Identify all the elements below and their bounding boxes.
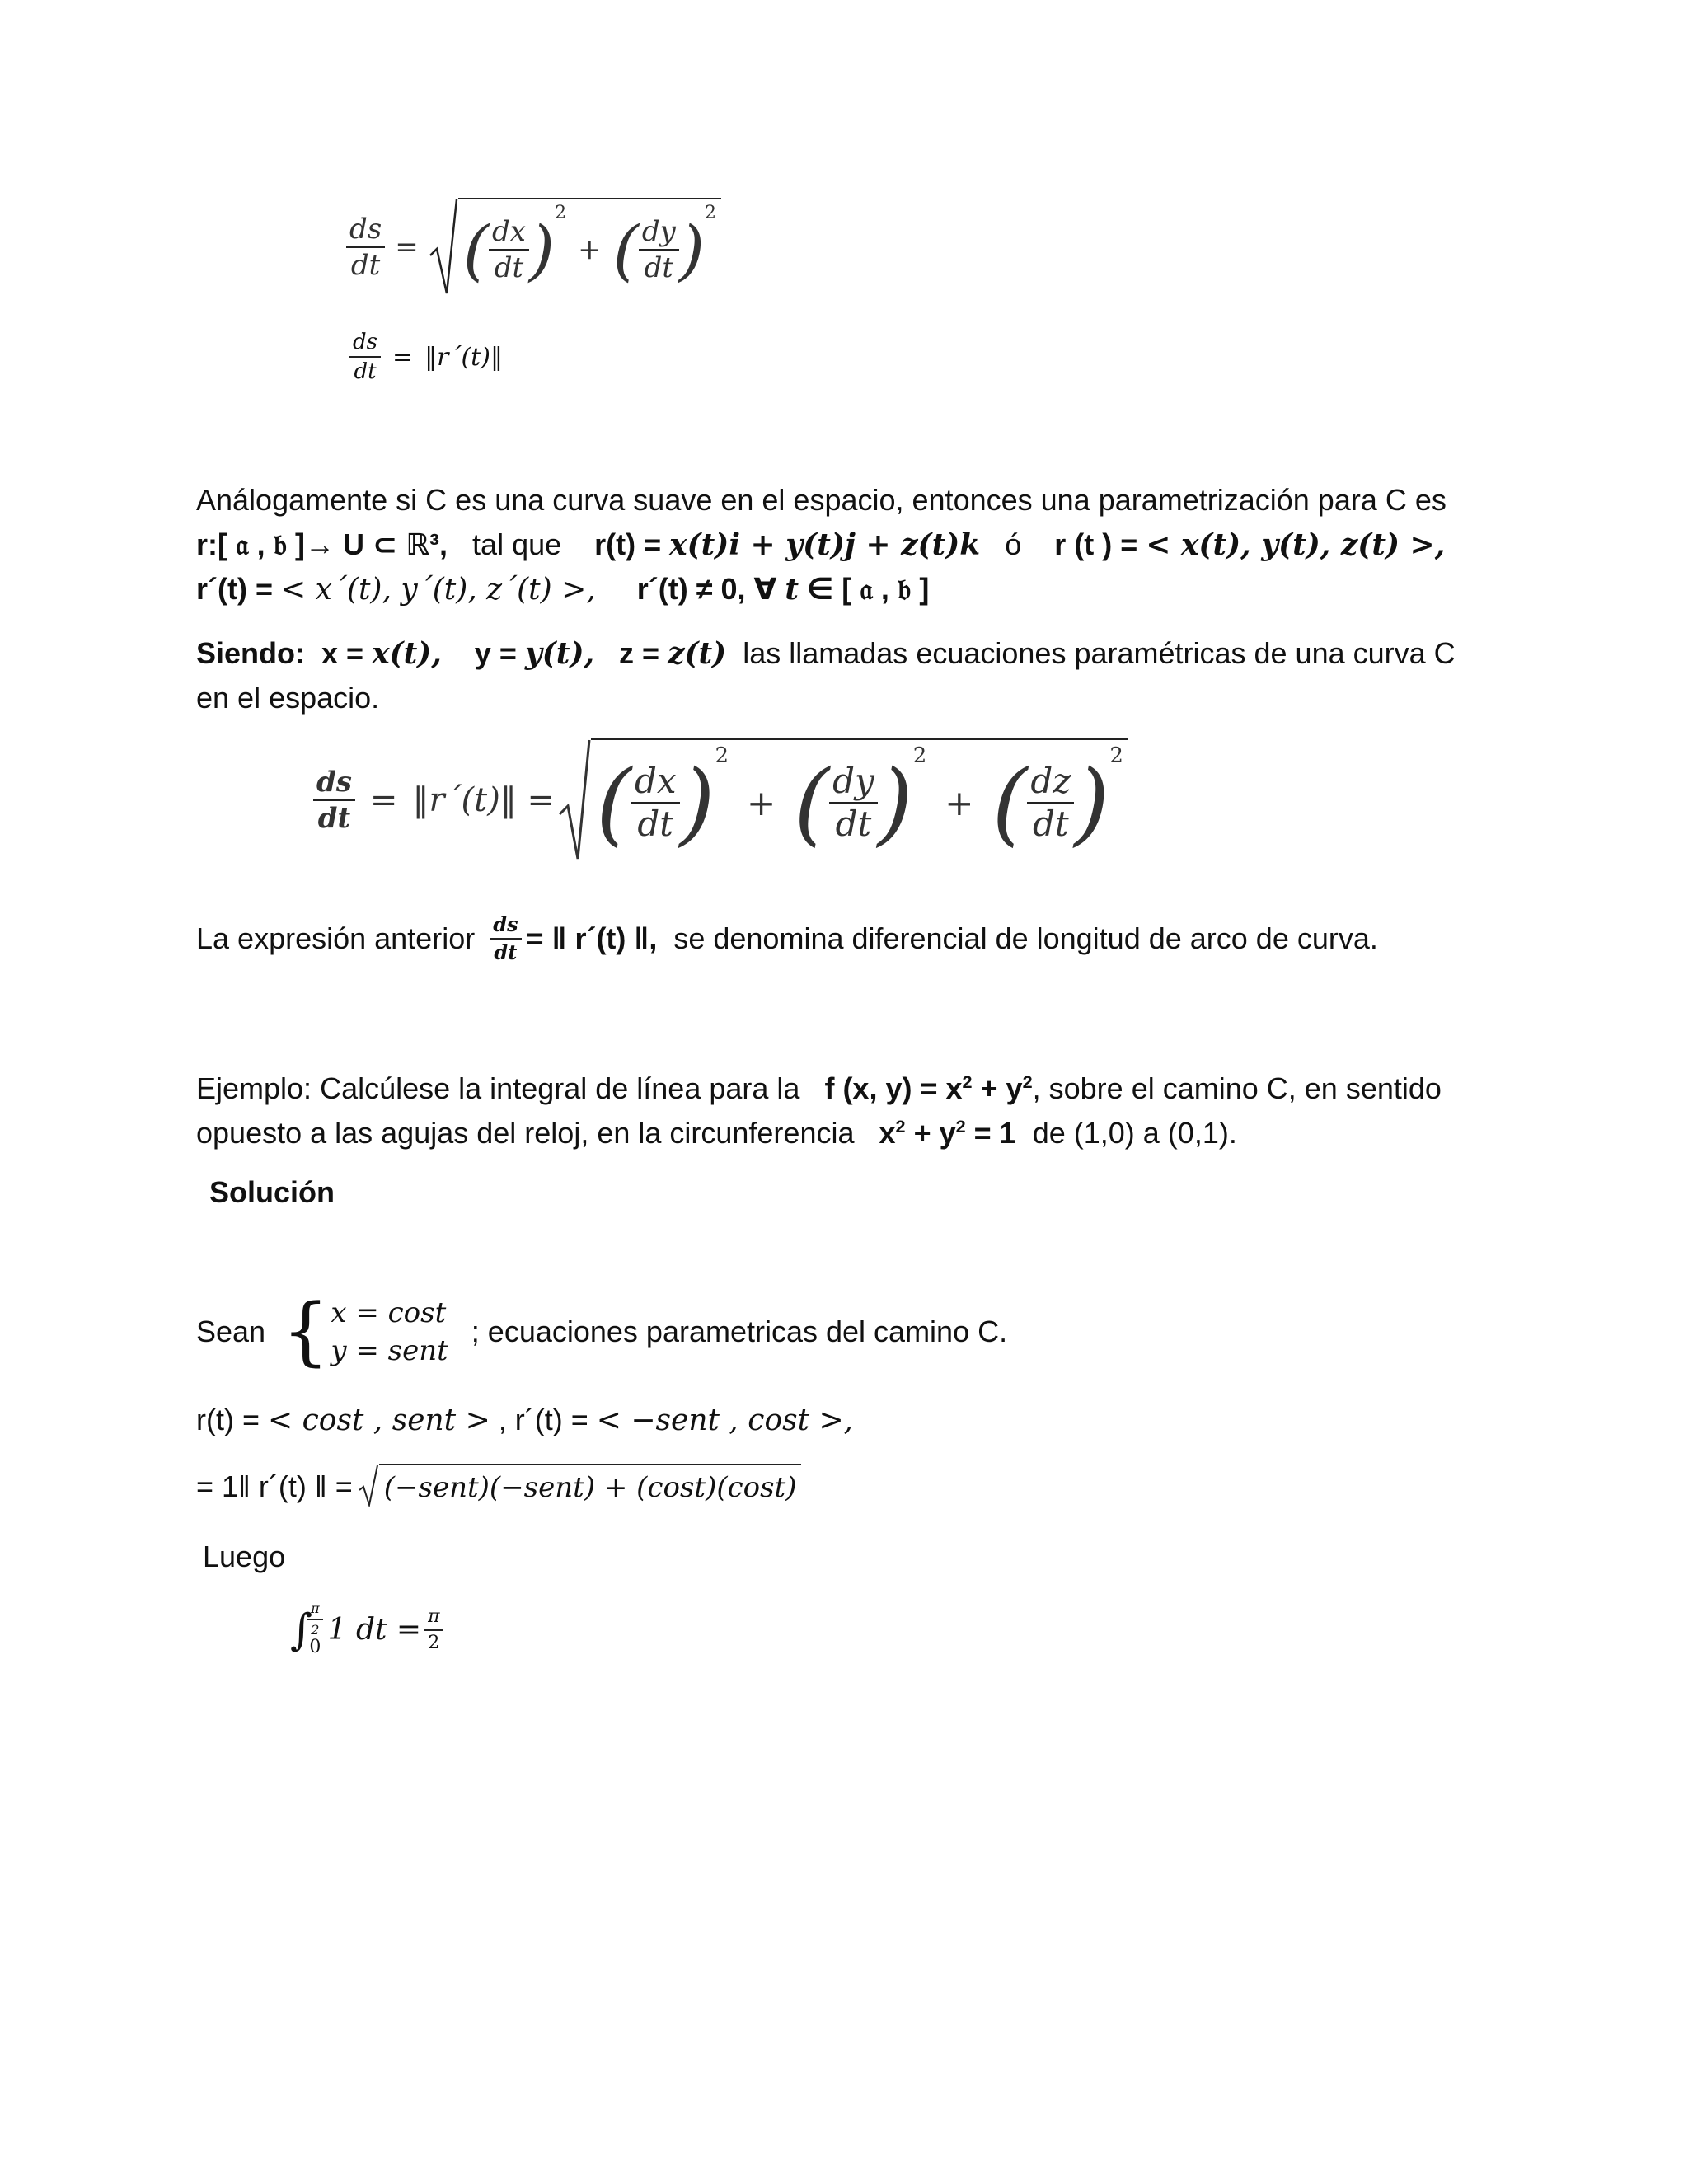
paragraph-parametrization-line1: Análogamente si C es una curva suave en el espacio, entonces una parametrización para C es	[196, 483, 1447, 517]
parametric-system: Sean { x = cost y = sent ; ecuaciones parametricas del camino C.	[196, 1288, 1008, 1375]
radical-sign-icon	[429, 198, 458, 297]
fraction-ds-dt: $\frac{ds}{dt}$	[313, 768, 355, 832]
paragraph-parametric-equations-line1: Siendo: x = x(t), y = y(t), z = z(t) las llamadas ecuaciones paramétricas de una curva C	[196, 636, 1456, 671]
square-root: ( $\frac{dx}{dt}$ ) 2 + ( $\frac{dy}{dt}$ ) 2	[429, 198, 721, 297]
paragraph-parametrization-line2: r:[ 𝔞 , 𝔟 ]→ U ⊂ ℝ³, tal que r(t) = x(t)i + y(t)j + z(t)k ó r (t ) = < x(t), y(t), z(t) >,	[196, 527, 1446, 562]
example-line2: opuesto a las agujas del reloj, en la circunferencia $x^2 + y^2 = 1$ de (1,0) a (0,1).	[196, 1116, 1237, 1150]
square-root: ( $\frac{dx}{dt}$ ) 2 + ( $\frac{dy}{dt}$ ) 2 + ( $\frac{dz}{dt}$ ) 2	[558, 738, 1128, 862]
radical-sign-icon	[358, 1464, 379, 1507]
paragraph-arc-length-differential: La expresión anterior $\frac{ds}{dt}$ = ‖ r´(t) ‖, se denomina diferencial de longitud de arco de curva.	[196, 912, 1378, 964]
fraction-pi-over-2: $\frac{\pi}{2}$	[424, 1608, 443, 1652]
square-root: (−sent)(−sent) + (cost)(cost)	[358, 1464, 802, 1510]
luego-label: Luego	[203, 1540, 286, 1573]
fraction-ds-dt: $\frac{ds}{dt}$	[349, 331, 381, 382]
definite-integral: ∫ $\frac{\pi}{2}$ 0 1 dt = $\frac{\pi}{2}$	[290, 1602, 443, 1657]
fraction-ds-dt: $\frac{ds}{dt}$	[346, 215, 385, 279]
formula-ds-dt-2d: $\frac{ds}{dt}$ = ( $\frac{dx}{dt}$ ) 2 + ( $\frac{dy}{dt}$ ) 2	[346, 198, 721, 297]
example-line1: Ejemplo: Calcúlese la integral de línea para la f (x, $y) = x^2 + y^2$, sobre el camino C, en sentido	[196, 1071, 1442, 1105]
radical-sign-icon	[558, 738, 591, 862]
fraction-ds-dt: $\frac{ds}{dt}$	[490, 915, 521, 963]
integral-sign-icon: ∫	[290, 1605, 313, 1655]
solution-heading: Solución	[209, 1175, 335, 1209]
paragraph-parametric-equations-line2: en el espacio.	[196, 681, 380, 715]
paragraph-parametrization-line3: r´(t) = < x´(t), y´(t), z´(t) >, r´(t) ≠ 0, ∀ t ∈ [ 𝔞 , 𝔟 ]	[196, 572, 930, 607]
left-brace-icon: {	[282, 1288, 330, 1375]
formula-ds-dt-norm: $\frac{ds}{dt}$ = ‖r´(t)‖	[349, 331, 503, 382]
position-and-velocity-vectors: r(t) = < cost , sent > , r´(t) = < −sent , cost >,	[196, 1403, 854, 1437]
velocity-norm: = 1‖ r´(t) ‖ = (−sent)(−sent) + (cost)(cost)	[196, 1464, 801, 1510]
formula-ds-dt-3d: $\frac{ds}{dt}$ = ‖r´(t)‖ = ( $\frac{dx}{dt}$ ) 2 + ( $\frac{dy}{dt}$ ) 2 + ( $\frac{dz}{dt}$ ) 2	[313, 738, 1128, 862]
